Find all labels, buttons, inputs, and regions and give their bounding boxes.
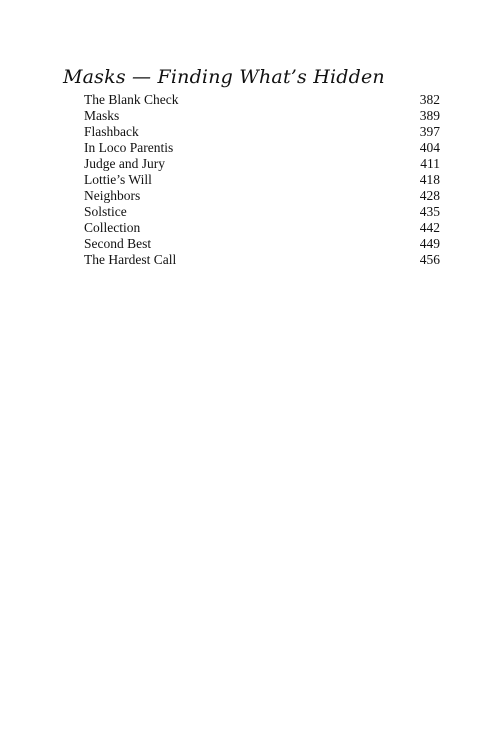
- toc-entry: [84, 252, 440, 268]
- toc-entry-page: 428: [419, 188, 440, 203]
- toc-entry-title: The Hardest Call: [84, 252, 177, 267]
- toc-entry-page: 449: [419, 236, 440, 251]
- table-of-contents: [84, 92, 440, 268]
- toc-entry-page: 456: [419, 252, 440, 267]
- toc-entry: [84, 156, 440, 172]
- toc-entry: [84, 236, 440, 252]
- toc-entry-title: Solstice: [84, 204, 127, 219]
- toc-entry-page: 435: [419, 204, 440, 219]
- toc-entry-page: 411: [420, 156, 440, 171]
- toc-entry: [84, 108, 440, 124]
- toc-entry-title: Flashback: [84, 124, 139, 139]
- toc-entry-title: The Blank Check: [84, 92, 179, 107]
- toc-entry: [84, 220, 440, 236]
- toc-entry-page: 389: [419, 108, 440, 123]
- toc-entry-title: Second Best: [84, 236, 152, 251]
- toc-entry: [84, 204, 440, 220]
- toc-entry: [84, 92, 440, 108]
- section-title: Masks — Finding What’s Hidden: [63, 66, 385, 88]
- toc-entry-title: Judge and Jury: [84, 156, 165, 171]
- toc-entry-title: Neighbors: [84, 188, 141, 203]
- toc-entry-title: Lottie’s Will: [84, 172, 152, 187]
- toc-entry-page: 397: [419, 124, 440, 139]
- toc-entry: [84, 172, 440, 188]
- toc-entry-page: 382: [419, 92, 440, 107]
- toc-entry-title: Collection: [84, 220, 141, 235]
- toc-entry-title: In Loco Parentis: [84, 140, 174, 155]
- toc-entry: [84, 124, 440, 140]
- toc-entry-page: 404: [419, 140, 440, 155]
- toc-entry-title: Masks: [84, 108, 120, 123]
- toc-entry-page: 418: [419, 172, 440, 187]
- toc-entry: [84, 188, 440, 204]
- toc-entry-page: 442: [419, 220, 440, 235]
- toc-entry: [84, 140, 440, 156]
